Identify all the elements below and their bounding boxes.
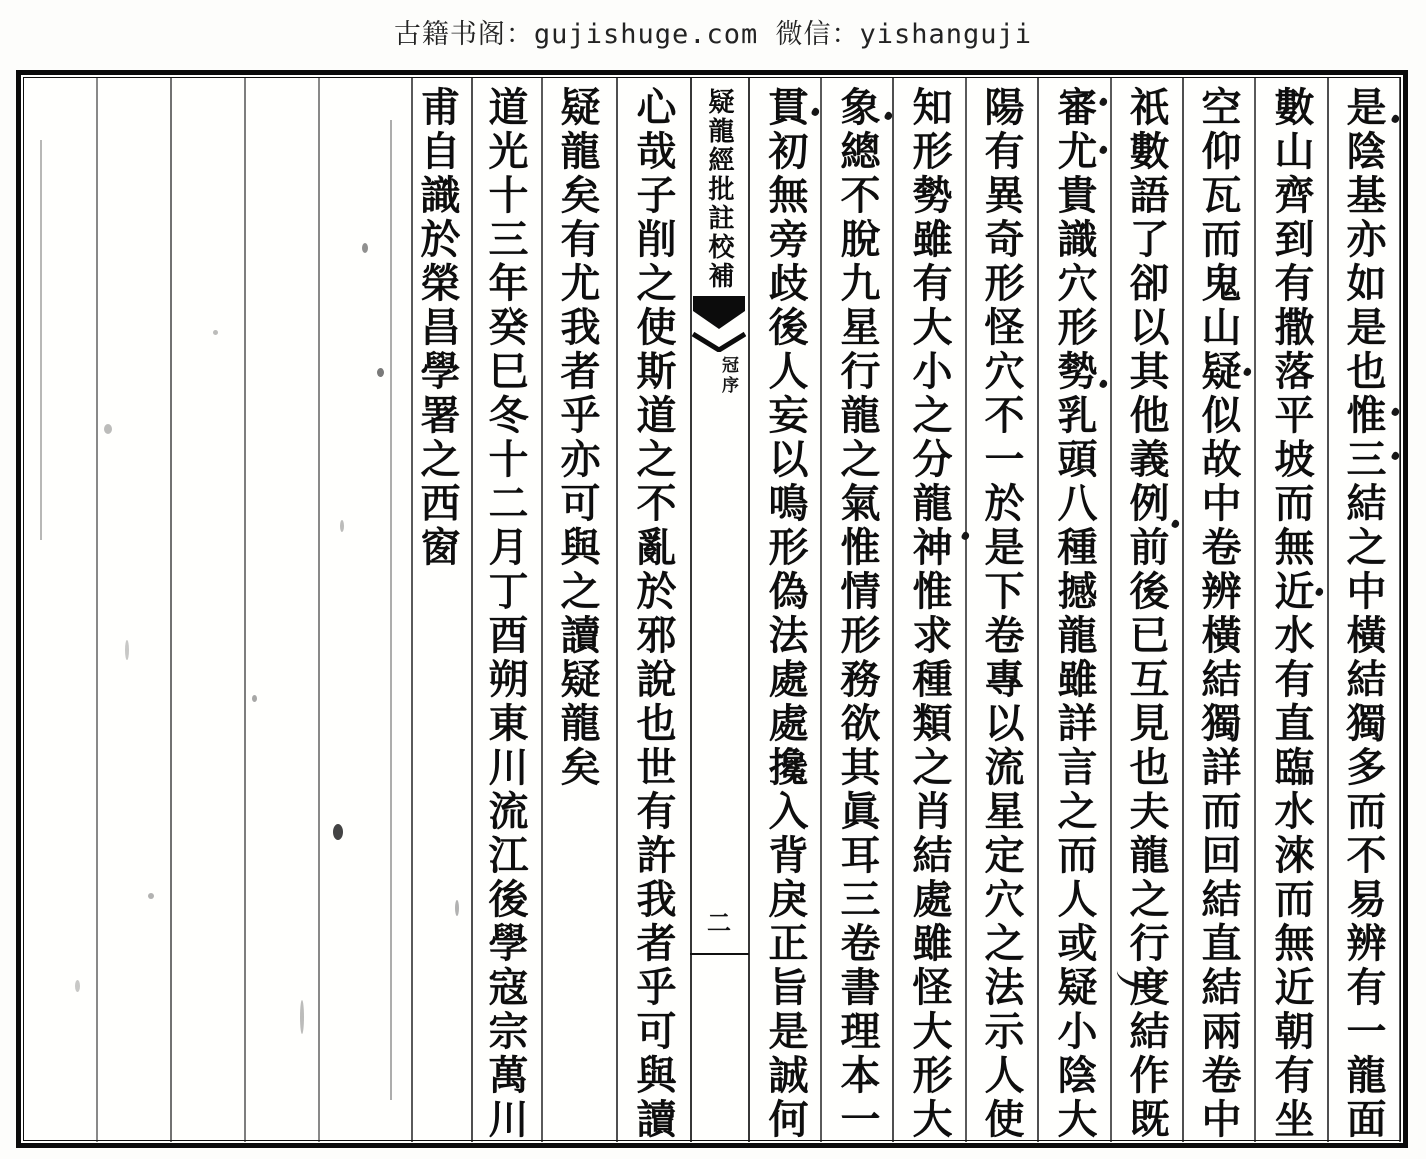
ink-speck xyxy=(104,424,112,434)
column-rule xyxy=(892,78,894,1142)
text-column-1: 是陰基亦如是也惟三結之中橫結獨多而不易辨有一龍面 xyxy=(1341,86,1386,1142)
ink-speck xyxy=(333,824,343,840)
banxin-section-label: 冠序 xyxy=(719,356,738,396)
column-rule xyxy=(616,78,618,1142)
column-rule xyxy=(318,78,320,1142)
column-rule xyxy=(1110,78,1112,1142)
ink-speck xyxy=(455,900,459,916)
fishtail-ornament-icon xyxy=(692,296,746,352)
text-column-5: 審尤貴識穴形勢乳頭八種撼龍雖詳言之而人或疑小陰大 xyxy=(1052,86,1097,1142)
ink-speck xyxy=(340,520,344,532)
column-rule xyxy=(471,78,473,1142)
text-column-3: 空仰瓦而鬼山疑似故中卷辨橫結獨詳而回結直結兩卷中 xyxy=(1196,86,1241,1142)
text-column-4: 祇數語了卻以其他義例前後已互見也夫龍之行度結作既 xyxy=(1124,86,1169,1142)
text-column-10: 心哉子削之使斯道之不亂於邪說也世有許我者乎可與讀 xyxy=(631,86,676,1142)
text-column-9: 貫初無旁歧後人妄以鳴形偽法處處攙入背戾正旨是誠何 xyxy=(763,86,808,1142)
column-rule xyxy=(170,78,172,1142)
banxin-page-number: 二 xyxy=(707,911,731,937)
text-column-8: 象總不脫九星行龍之氣惟情形務欲其眞耳三卷書理本一 xyxy=(835,86,880,1142)
banxin-book-title: 疑龍經批註校補 xyxy=(705,88,734,291)
column-rule xyxy=(244,78,246,1142)
text-column-12: 道光十三年癸巳冬十二月丁酉朔東川流江後學寇宗萬川 xyxy=(483,86,528,1142)
ink-speck xyxy=(148,893,154,899)
text-column-13: 甫自識於榮昌學署之西窗 xyxy=(415,86,460,570)
text-column-2: 數山齊到有撒落平坡而無近水有直臨水淶而無近朝有坐 xyxy=(1269,86,1314,1142)
text-column-6: 陽有異奇形怪穴不一於是下卷專以流星定穴之法示人使 xyxy=(979,86,1024,1142)
text-column-11: 疑龍矣有尤我者乎亦可與之讀疑龍矣 xyxy=(555,86,600,790)
ink-speck xyxy=(125,640,129,660)
ink-speck xyxy=(75,980,80,992)
column-rule xyxy=(1399,78,1401,1142)
column-rule xyxy=(1327,78,1329,1142)
column-rule xyxy=(1182,78,1184,1142)
ink-speck xyxy=(213,330,218,335)
ink-speck xyxy=(300,1000,304,1034)
watermark-text: 古籍书阁：gujishuge.com 微信：yishanguji xyxy=(393,19,1033,50)
column-rule xyxy=(541,78,543,1142)
banxin-divider-line xyxy=(690,953,749,955)
column-rule xyxy=(390,120,392,1100)
column-rule xyxy=(748,78,750,1142)
column-rule xyxy=(820,78,822,1142)
ink-speck xyxy=(362,243,368,253)
text-column-7: 知形勢雖有大小之分龍神惟求種類之肖結處雖怪大形大 xyxy=(907,86,952,1142)
column-rule xyxy=(40,140,42,540)
ink-speck xyxy=(377,368,384,377)
column-rule xyxy=(96,78,98,1142)
column-rule xyxy=(1037,78,1039,1142)
ink-speck xyxy=(252,695,257,702)
column-rule xyxy=(1254,78,1256,1142)
column-rule xyxy=(965,78,967,1142)
